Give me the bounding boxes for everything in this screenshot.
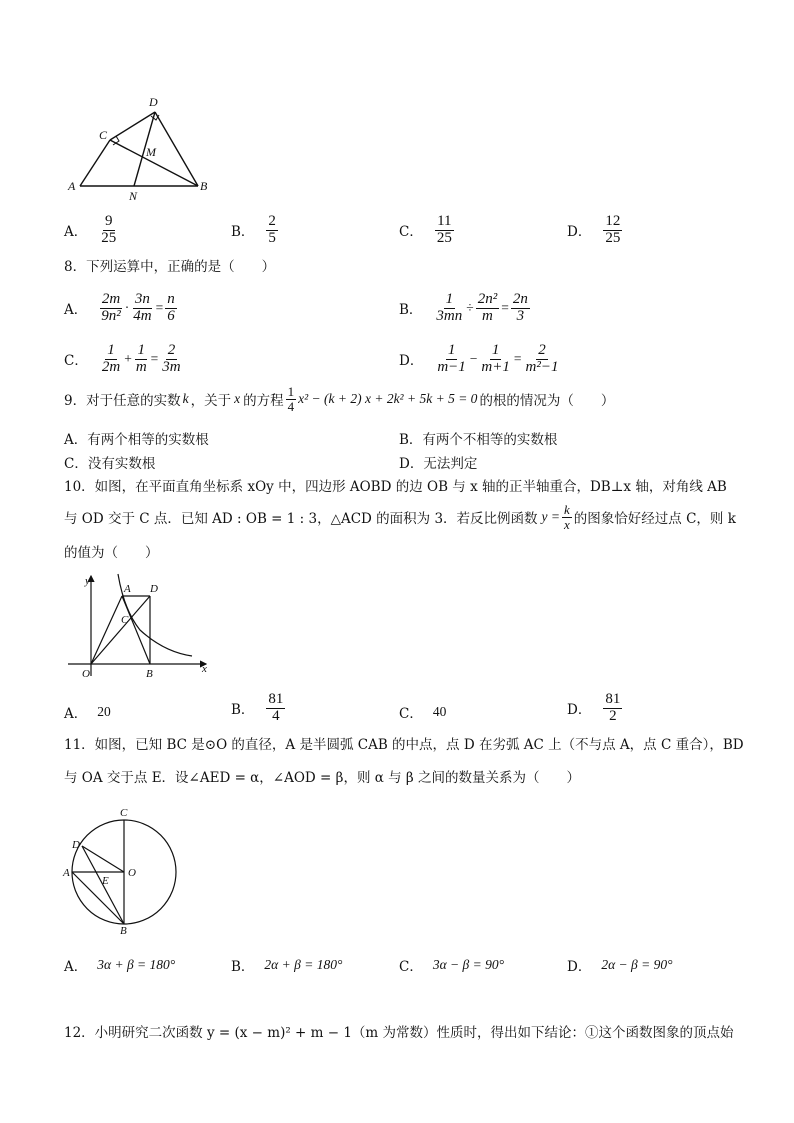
label-N: N [129, 189, 138, 203]
equals: = [150, 351, 159, 367]
label-y: y [85, 575, 90, 587]
q7-option-c [399, 214, 456, 247]
option-label: D． [567, 702, 592, 719]
fraction [286, 385, 297, 413]
figure-q10 [64, 570, 214, 682]
denominator: m [482, 307, 493, 324]
label-E: E [102, 875, 109, 887]
numerator: 11 [437, 213, 452, 229]
denominator: 5 [268, 229, 276, 246]
q11-option-b [231, 955, 342, 975]
denominator: m [135, 358, 147, 375]
option-text: 2α + β = 180° [264, 957, 343, 972]
var-x: x [234, 391, 241, 407]
q10-function-y: y = [541, 509, 561, 525]
numerator: 2m [101, 291, 121, 307]
numerator: 1 [491, 342, 500, 358]
fraction [435, 343, 467, 376]
operator: ÷ [466, 300, 474, 316]
figure-q7-svg [60, 94, 220, 206]
option-label: A． [64, 706, 88, 722]
fraction [99, 214, 118, 247]
numerator: n [167, 291, 175, 307]
q8-stem: 8．下列运算中，正确的是（ ） [64, 259, 276, 275]
label-O: O [128, 867, 136, 879]
label-A: A [124, 583, 131, 595]
option-text: 没有实数根 [87, 456, 156, 472]
fraction [131, 292, 153, 325]
numerator: 81 [268, 691, 284, 707]
equals: = [155, 300, 164, 316]
figure-q11 [60, 806, 180, 936]
option-label: D． [567, 224, 592, 241]
q7-option-a [64, 214, 120, 247]
option-label: B． [399, 302, 423, 319]
operator: + [124, 351, 132, 367]
numerator: 1 [447, 342, 456, 358]
label-A: A [68, 179, 76, 193]
option-label: D． [399, 456, 424, 472]
q11-line1: 11．如图，已知 BC 是⊙O 的直径，A 是半圆弧 CAB 的中点，点 D 在劣弧 AC 上（不与点 A，点 C 重合），BD [64, 737, 744, 753]
option-label: B． [231, 224, 255, 241]
fraction [603, 214, 622, 247]
q10-option-b [231, 692, 287, 725]
option-label: C． [399, 224, 423, 241]
fraction [266, 692, 285, 725]
denominator: m+1 [481, 358, 510, 375]
fraction [160, 343, 182, 376]
numerator: 2 [268, 213, 276, 229]
q10-line1: 10．如图，在平面直角坐标系 xOy 中，四边形 AOBD 的边 OB 与 x 轴的正半轴重合，DB⊥x 轴，对角线 AB [64, 479, 727, 495]
numerator: 3n [134, 291, 150, 307]
denominator: 3m [162, 358, 181, 375]
fraction [562, 503, 572, 531]
equals: = [513, 351, 522, 367]
label-C: C [120, 807, 128, 819]
option-label: D． [399, 353, 424, 370]
label-D: D [72, 839, 80, 851]
denominator: 9n² [101, 307, 121, 324]
fraction [99, 292, 123, 325]
q11-option-c [399, 955, 504, 975]
q8-option-d [399, 343, 562, 376]
denominator: 4 [272, 707, 280, 724]
option-label: A． [64, 224, 88, 241]
q9-stem-post: 的根的情况为（ ） [479, 393, 615, 410]
q9-equation: x² − (k + 2) x + 2k² + 5k + 5 = 0 [298, 391, 478, 407]
q9-stem-mid: ，关于 [190, 393, 232, 410]
option-text: 20 [97, 704, 111, 719]
q8-option-c [64, 343, 185, 376]
numerator: 12 [605, 213, 621, 229]
denominator: x [564, 516, 570, 532]
q10-line2-pre: 与 OD 交于 C 点．已知 AD : OB = 1 : 3，△ACD 的面积为 3．若反比例函数 [64, 511, 538, 528]
equals: = [501, 300, 509, 316]
label-A: A [63, 867, 70, 879]
label-B: B [200, 179, 208, 193]
label-C: C [121, 614, 129, 626]
q7-option-b [231, 214, 280, 247]
q11-option-d [567, 955, 673, 975]
option-text: 3α − β = 90° [432, 957, 505, 972]
label-M: M [146, 145, 156, 159]
operator: · [124, 300, 130, 316]
option-label: B． [231, 702, 255, 719]
q9-option-d [399, 452, 477, 472]
fraction [165, 292, 177, 325]
denominator: m²−1 [525, 358, 559, 375]
option-label: C． [399, 706, 423, 722]
figure-q7 [60, 94, 220, 206]
q9-option-a [64, 428, 209, 448]
fraction [266, 214, 278, 247]
option-text: 40 [432, 704, 447, 719]
q10-line2 [64, 503, 736, 531]
label-C: C [99, 128, 108, 142]
option-label: A． [64, 302, 88, 319]
operator: − [469, 351, 478, 367]
fraction [476, 292, 500, 325]
fraction [524, 343, 561, 376]
denominator: 25 [101, 229, 117, 246]
numerator: 1 [107, 342, 115, 358]
q10-line2-post: 的图象恰好经过点 C，则 k [573, 511, 736, 528]
numerator: 9 [105, 213, 113, 229]
option-label: C． [399, 959, 423, 975]
denominator: 3mn [436, 307, 463, 324]
q9-option-b [399, 428, 557, 448]
option-label: A． [64, 959, 88, 975]
option-label: C． [64, 456, 88, 472]
option-label: C． [64, 353, 88, 370]
q7-option-d [567, 214, 624, 247]
q9-stem [64, 385, 614, 413]
denominator: 6 [167, 307, 175, 324]
option-text: 无法判定 [423, 456, 478, 472]
option-text: 有两个相等的实数根 [87, 432, 209, 448]
q9-stem-pre: 9．对于任意的实数 [64, 393, 181, 410]
option-label: D． [567, 959, 592, 975]
numerator: 1 [137, 342, 145, 358]
denominator: 3 [516, 307, 525, 324]
q8-option-b [399, 292, 532, 325]
denominator: 25 [436, 229, 452, 246]
numerator: 1 [445, 291, 454, 307]
label-B: B [146, 668, 153, 680]
q12-line1: 12．小明研究二次函数 y = (x − m)² + m − 1（m 为常数）性质时，得出如下结论：①这个函数图象的顶点始 [64, 1025, 734, 1041]
label-D: D [149, 95, 158, 109]
q9-stem-mid2: 的方程 [243, 393, 284, 410]
denominator: 25 [605, 229, 621, 246]
fraction [434, 292, 464, 325]
numerator: k [564, 502, 570, 517]
fraction [134, 343, 149, 376]
denominator: m−1 [437, 358, 466, 375]
option-text: 有两个不相等的实数根 [422, 432, 558, 448]
fraction [435, 214, 454, 247]
q10-line3: 的值为（ ） [64, 545, 159, 561]
numerator: 81 [605, 691, 621, 707]
denominator: 4 [287, 398, 295, 414]
var-k: k [182, 391, 189, 407]
fraction [511, 292, 530, 325]
denominator: 2 [609, 707, 617, 724]
numerator: 2 [538, 342, 546, 358]
q11-line2: 与 OA 交于点 E．设∠AED = α，∠AOD = β，则 α 与 β 之间的数量关系为（ ） [64, 770, 581, 786]
q11-option-a [64, 955, 175, 975]
label-x: x [202, 663, 207, 675]
numerator: 2n² [477, 291, 498, 307]
option-text: 2α − β = 90° [601, 957, 673, 972]
numerator: 2 [167, 342, 176, 358]
denominator: 4m [133, 307, 152, 324]
q10-option-c [399, 702, 446, 722]
numerator: 1 [287, 384, 295, 399]
q10-option-a [64, 702, 111, 722]
q9-option-c [64, 452, 155, 472]
option-text: 3α + β = 180° [97, 957, 176, 972]
fraction [603, 692, 622, 725]
numerator: 2n [512, 291, 528, 307]
option-label: B． [399, 432, 423, 448]
q10-option-d [567, 692, 624, 725]
label-O: O [82, 668, 90, 680]
option-label: A． [64, 432, 88, 448]
label-B: B [120, 925, 127, 936]
q8-option-a [64, 292, 179, 325]
label-D: D [150, 583, 158, 595]
denominator: 2m [101, 358, 121, 375]
figure-q10-svg [64, 570, 214, 682]
fraction [479, 343, 511, 376]
option-label: B． [231, 959, 255, 975]
fraction [100, 343, 122, 376]
figure-q11-svg [60, 806, 180, 936]
